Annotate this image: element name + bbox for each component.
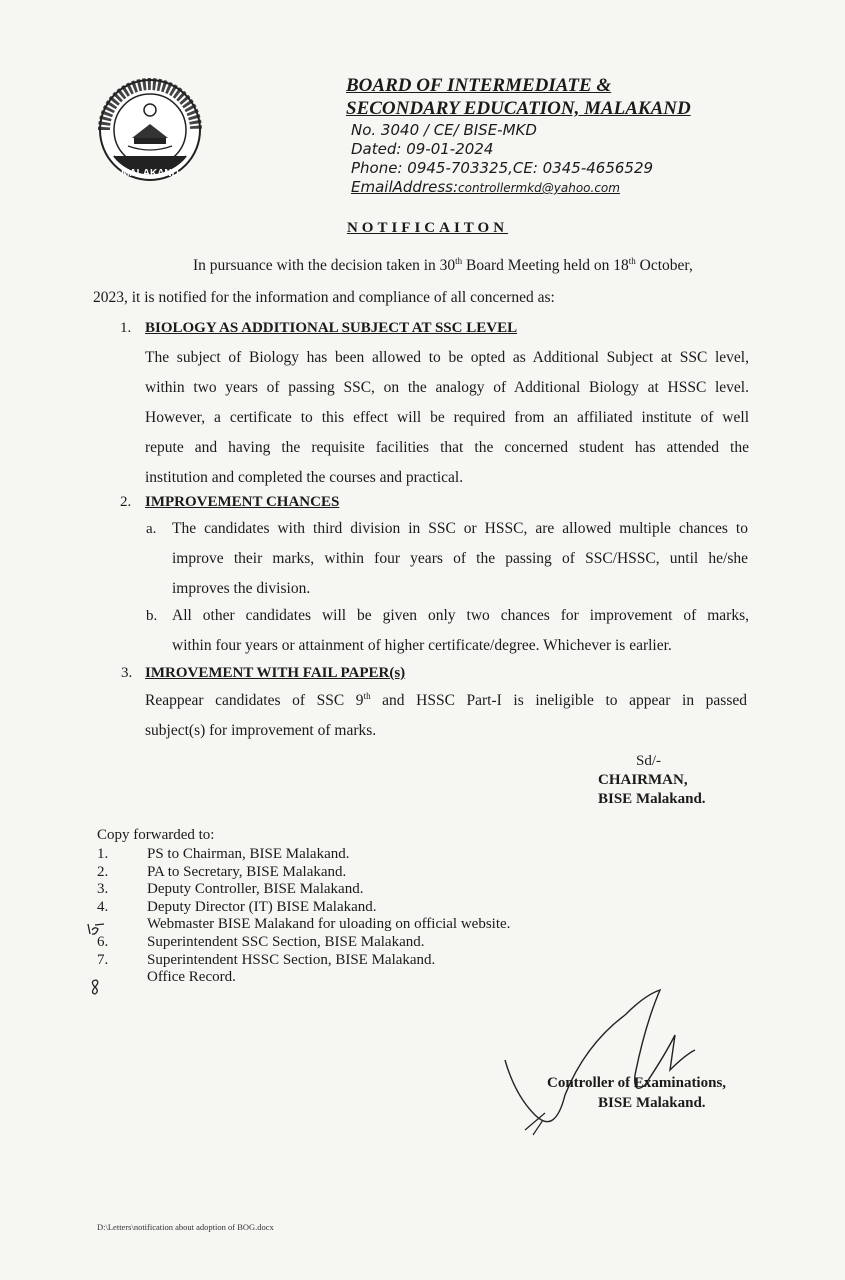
controller-org: BISE Malakand. <box>598 1095 706 1111</box>
logo-lettering: MALAKAND <box>121 168 179 179</box>
email-label: EmailAddress: <box>351 178 458 196</box>
list-item: 6. Superintendent SSC Section, BISE Malakand. <box>97 933 425 950</box>
controller-handwritten-signature <box>495 985 735 1140</box>
board-name-line2: SECONDARY EDUCATION, MALAKAND <box>346 98 691 119</box>
board-name-line1: BOARD OF INTERMEDIATE & <box>346 75 612 96</box>
copy-forwarded-heading: Copy forwarded to: <box>97 827 215 843</box>
handwritten-number-8-mark <box>86 978 106 996</box>
item-b-body: All other candidates will be given only two chances for improvement of marks, within four years or attainment of higher certificate/degree. Whichever is earlier. <box>172 607 749 654</box>
signatory-org: BISE Malakand. <box>598 791 706 807</box>
item-a-body: The candidates with third division in SSC or HSSC, are allowed multiple chances to improve their marks, within four years of the passing of SSC/HSSC, until he/she improves the division. <box>172 520 748 597</box>
chairman-signature-block <box>598 752 706 809</box>
section-3-title: IMROVEMENT WITH FAIL PAPER(s) <box>145 665 406 681</box>
board-name <box>346 74 691 120</box>
list-item: 7. Superintendent HSSC Section, BISE Malakand. <box>97 951 436 968</box>
list-item: 2. PA to Secretary, BISE Malakand. <box>97 863 347 880</box>
section-1-number: 1. <box>120 320 132 336</box>
intro-line-1: In pursuance with the decision taken in 30th Board Meeting held on 18th October, <box>193 255 693 274</box>
phone: Phone: 0945-703325,CE: 0345-4656529 <box>351 159 654 177</box>
section-3-body: Reappear candidates of SSC 9th and HSSC Part-I is ineligible to appear in passed subject(s) for improvement of marks. <box>145 686 747 746</box>
section-2-title: IMPROVEMENT CHANCES <box>145 494 340 510</box>
list-item: Office Record. <box>147 969 236 986</box>
controller-block <box>547 1073 726 1113</box>
file-path-footer: D:\Letters\notification about adoption of BOG.docx <box>97 1222 274 1232</box>
item-b-label: b. <box>146 608 158 624</box>
copy-forwarded-list <box>97 846 510 987</box>
email-line <box>351 178 653 198</box>
header-info <box>351 121 653 198</box>
section-1-body: The subject of Biology has been allowed to be opted as Additional Subject at SSC level, within two years of passing SSC, on the analogy of Additional Biology at HSSC level. However, a certificate to this effect will be required from an affiliated institute of well repute and having the requisite facilities that the concerned student has attended the institution and completed the courses and practical. <box>145 349 749 486</box>
list-item: 4. Deputy Director (IT) BISE Malakand. <box>97 898 377 915</box>
item-a-label: a. <box>146 521 157 537</box>
signatory-title: CHAIRMAN, <box>598 772 688 788</box>
controller-title: Controller of Examinations, <box>547 1075 727 1091</box>
list-item: Webmaster BISE Malakand for uloading on official website. <box>147 916 511 933</box>
list-item: 1. PS to Chairman, BISE Malakand. <box>97 846 350 862</box>
handwritten-number-5-mark <box>86 920 106 938</box>
signed-mark: Sd/- <box>636 753 662 769</box>
section-3-line-1: Reappear candidates of SSC 9th and HSSC Part-I is ineligible to appear in passed <box>145 690 747 709</box>
section-1-title: BIOLOGY AS ADDITIONAL SUBJECT AT SSC LEVEL <box>145 320 518 336</box>
date: Dated: 09-01-2024 <box>351 140 494 158</box>
intro-line-2: 2023, it is notified for the information and compliance of all concerned as: <box>93 289 555 306</box>
email-address: controllermkd@yahoo.com <box>458 181 620 195</box>
section-3-number: 3. <box>121 665 133 681</box>
section-2-number: 2. <box>120 494 132 510</box>
list-item: 3. Deputy Controller, BISE Malakand. <box>97 881 364 898</box>
notification-heading: NOTIFICAITON <box>346 220 509 236</box>
board-logo-emblem <box>98 76 202 188</box>
reference-number: No. 3040 / CE/ BISE-MKD <box>351 121 537 139</box>
